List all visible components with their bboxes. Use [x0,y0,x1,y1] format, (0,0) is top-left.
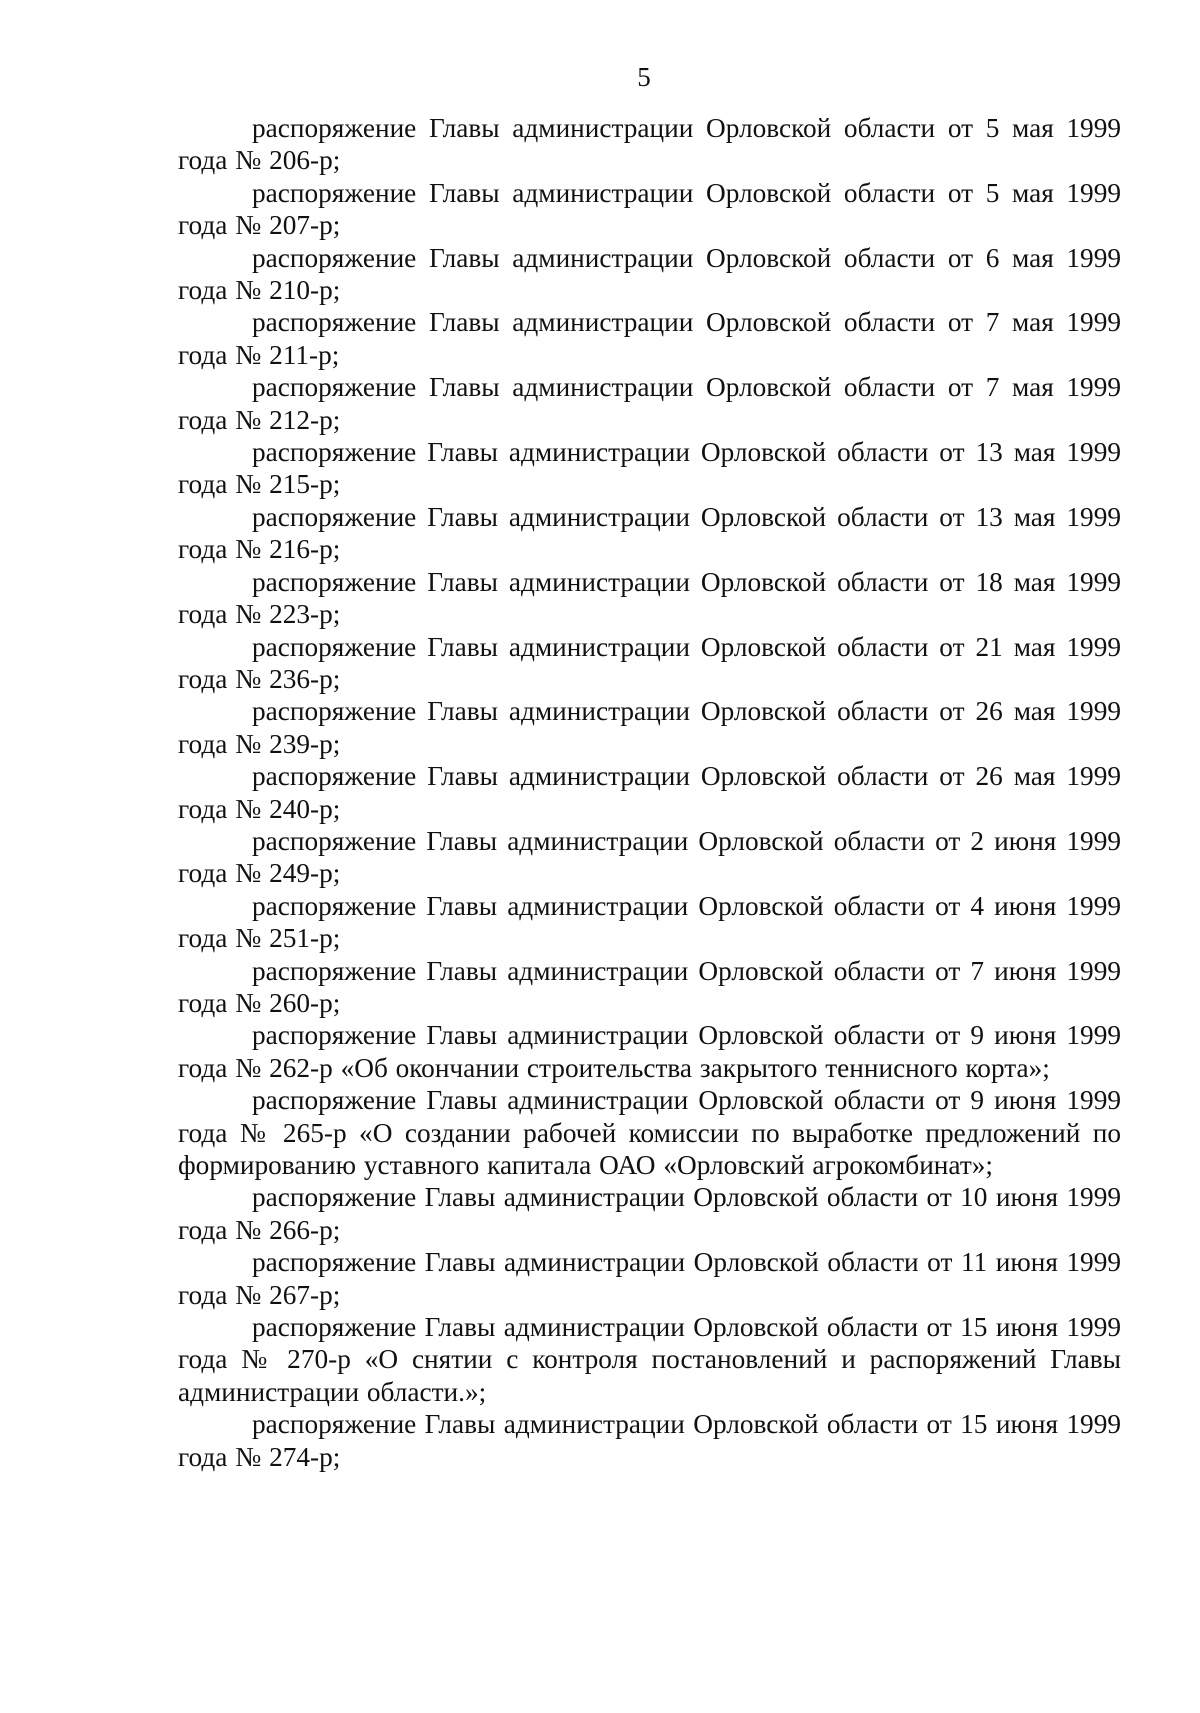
list-item: распоряжение Главы администрации Орловской области от 7 июня 1999 года № 260-р; [178,955,1121,1018]
list-item: распоряжение Главы администрации Орловской области от 5 мая 1999 года № 207-р; [178,177,1121,241]
list-item: распоряжение Главы администрации Орловской области от 4 июня 1999 года № 251-р; [178,890,1121,954]
list-item: распоряжение Главы администрации Орловской области от 11 июня 1999 года № 267-р; [178,1247,1121,1310]
list-item: распоряжение Главы администрации Орловской области от 5 мая 1999 года № 206-р; [178,113,1121,176]
document-body [178,112,1121,1473]
list-item: распоряжение Главы администрации Орловской области от 26 мая 1999 года № 240-р; [178,761,1121,824]
list-item: распоряжение Главы администрации Орловской области от 10 июня 1999 года № 266-р; [178,1182,1121,1245]
list-item: распоряжение Главы администрации Орловской области от 9 июня 1999 года № 265-р «О создании рабочей комиссии по выработке предложений по формированию уставного капитала ОАО «Орловский агрокомбинат»; [178,1085,1121,1180]
list-item: распоряжение Главы администрации Орловской области от 7 мая 1999 года № 212-р; [178,372,1121,435]
list-item: распоряжение Главы администрации Орловской области от 15 июня 1999 года № 274-р; [178,1409,1121,1472]
list-item: распоряжение Главы администрации Орловской области от 9 июня 1999 года № 262-р «Об окончании строительства закрытого теннисного корта»; [178,1020,1121,1083]
list-item: распоряжение Главы администрации Орловской области от 26 мая 1999 года № 239-р; [178,696,1121,759]
page-number: 5 [637,62,651,92]
list-item: распоряжение Главы администрации Орловской области от 18 мая 1999 года № 223-р; [178,566,1121,630]
list-item: распоряжение Главы администрации Орловской области от 7 мая 1999 года № 211-р; [178,307,1121,370]
list-item: распоряжение Главы администрации Орловской области от 13 мая 1999 года № 216-р; [178,501,1121,565]
list-item: распоряжение Главы администрации Орловской области от 6 мая 1999 года № 210-р; [178,242,1121,306]
list-item: распоряжение Главы администрации Орловской области от 13 мая 1999 года № 215-р; [178,437,1121,500]
list-item: распоряжение Главы администрации Орловской области от 15 июня 1999 года № 270-р «О снятии с контроля постановлений и распоряжений Главы администрации области.»; [178,1312,1121,1407]
list-item: распоряжение Главы администрации Орловской области от 2 июня 1999 года № 249-р; [178,825,1121,889]
list-item: распоряжение Главы администрации Орловской области от 21 мая 1999 года № 236-р; [178,631,1121,694]
